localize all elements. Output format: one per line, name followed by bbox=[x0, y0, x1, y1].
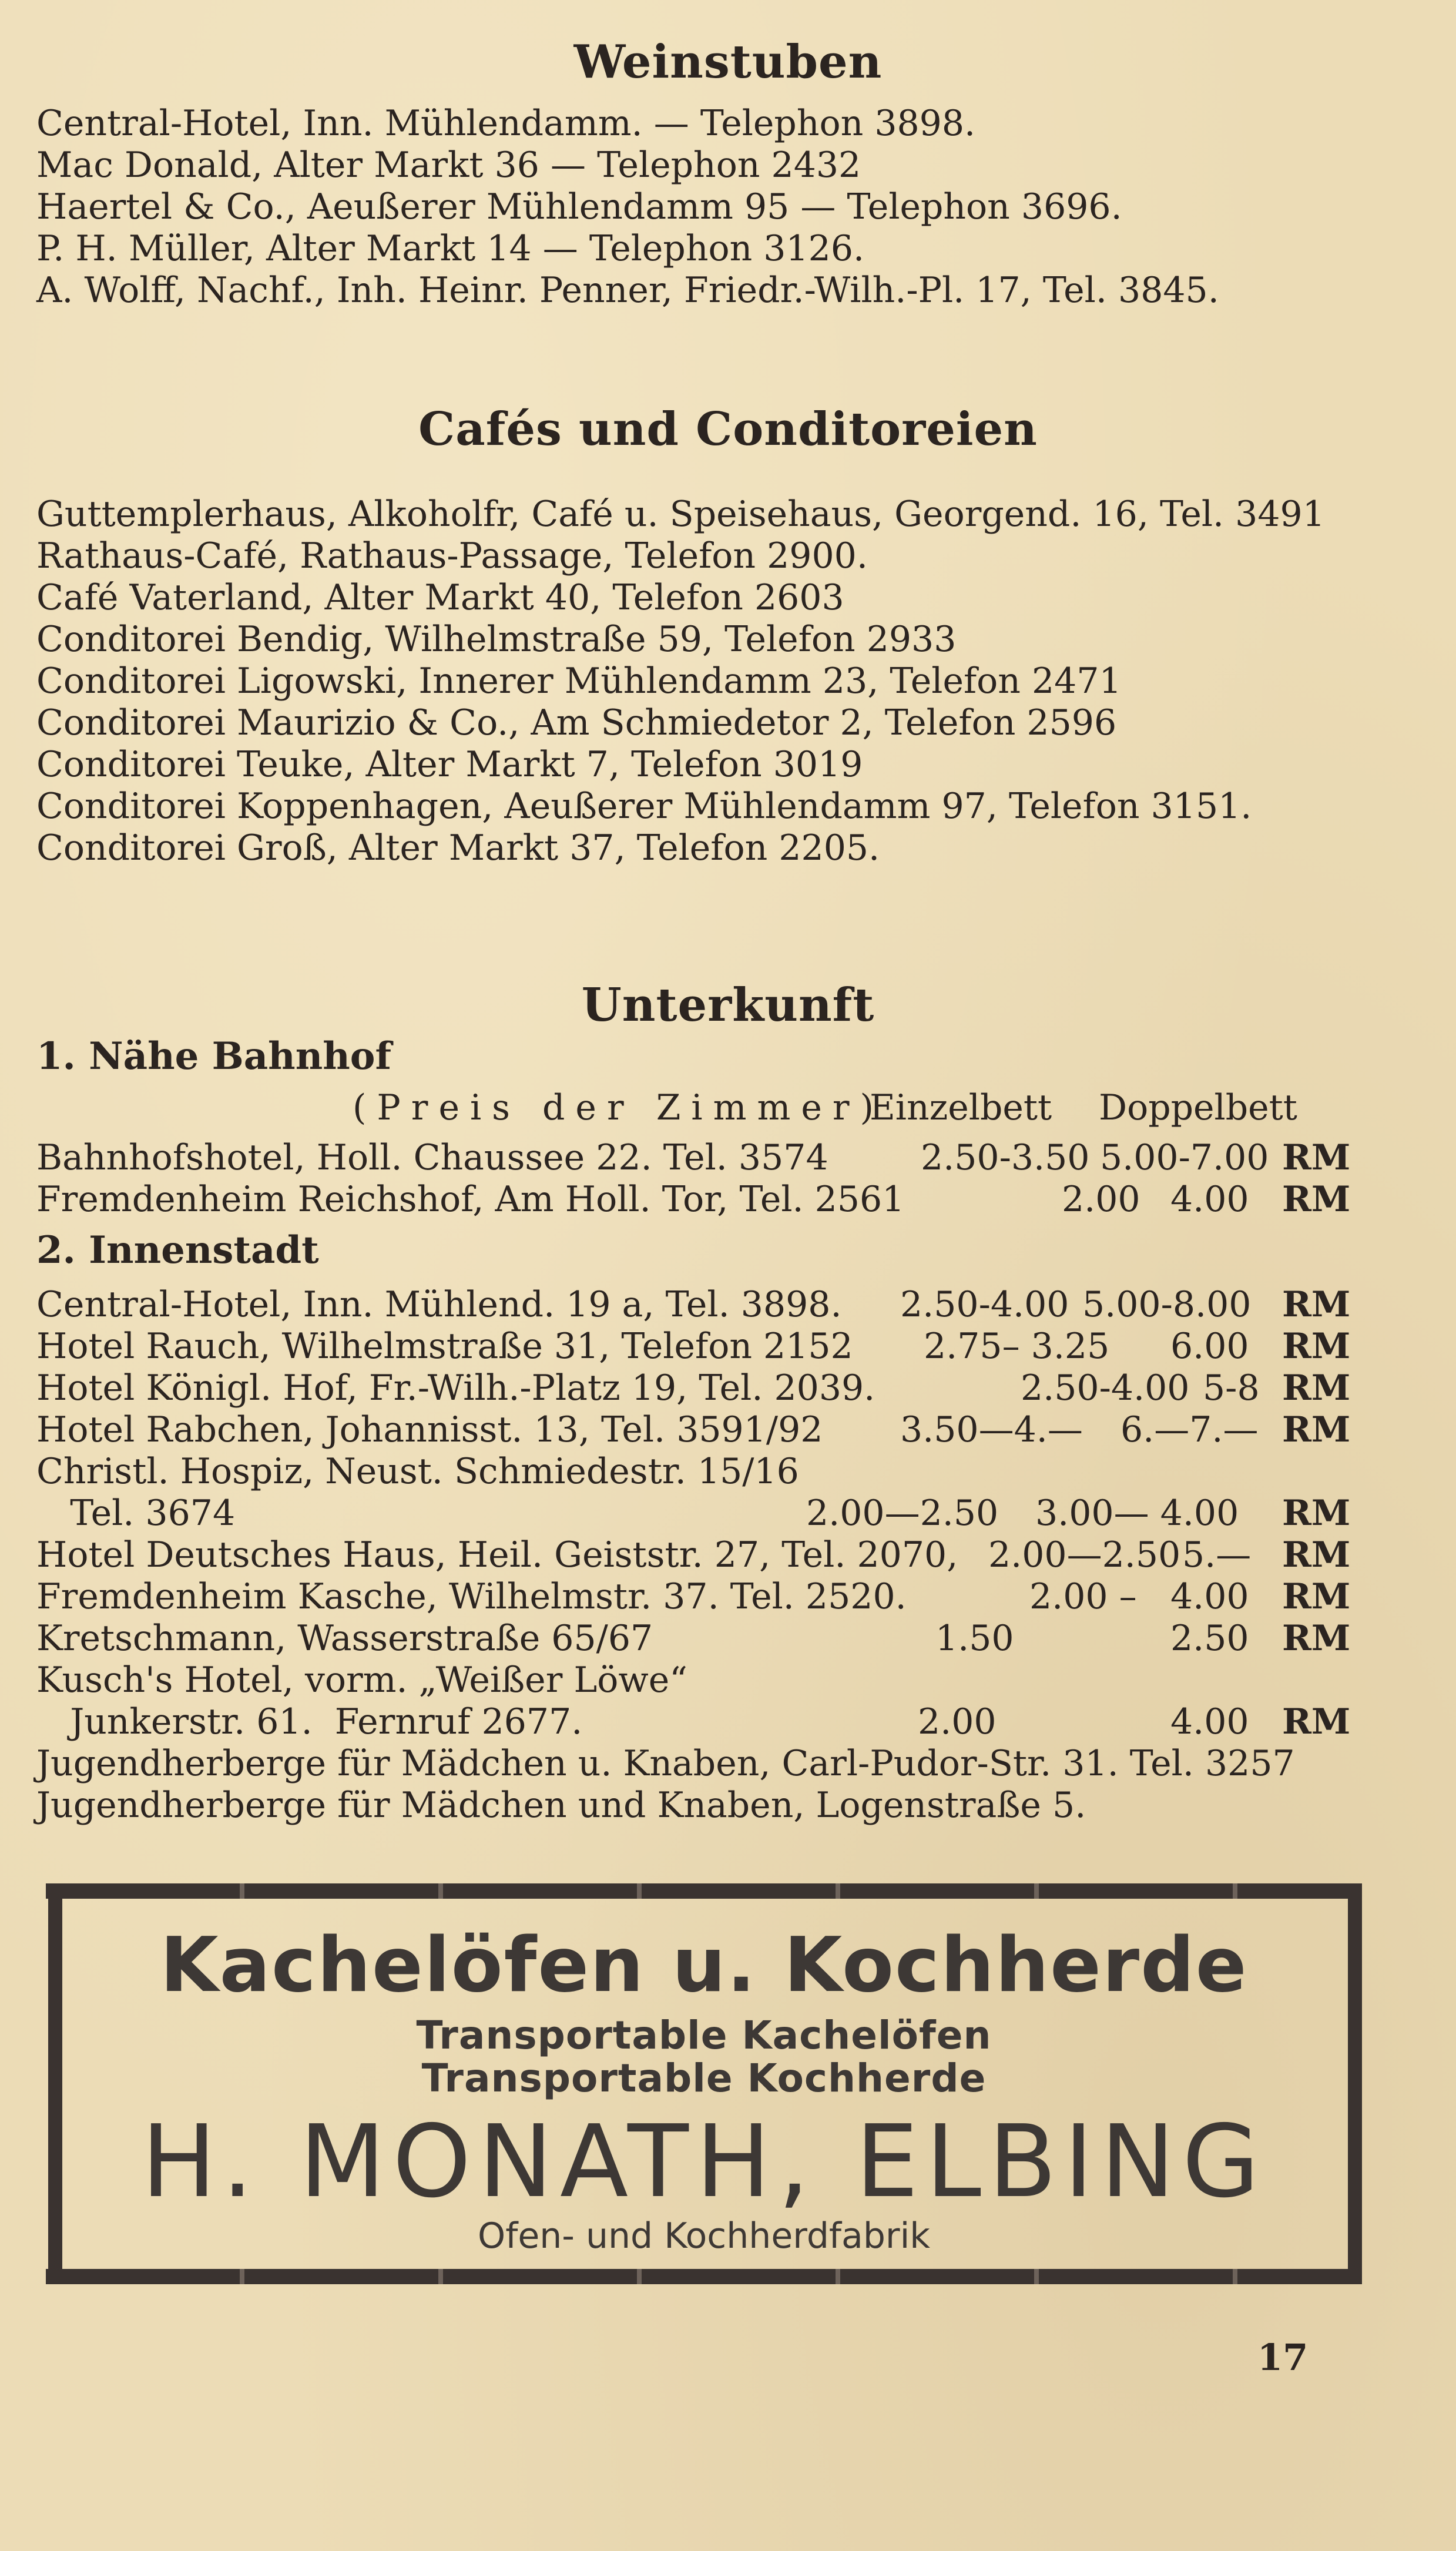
double-price: 2.50 bbox=[1170, 1618, 1249, 1659]
double-price: 6.00 bbox=[1170, 1326, 1249, 1367]
table-row bbox=[36, 1326, 1388, 1370]
double-price: 5.00-7.00 bbox=[1100, 1137, 1269, 1178]
double-price: 4.00 bbox=[1170, 1701, 1249, 1742]
lodging-name: Fremdenheim Reichshof, Am Holl. Tor, Tel. 2561 bbox=[36, 1179, 905, 1220]
currency: RM bbox=[1282, 1576, 1351, 1617]
unterkunft-heading: Unterkunft bbox=[581, 978, 875, 1032]
cafe-line: Guttemplerhaus, Alkoholfr, Café u. Speisehaus, Georgend. 16, Tel. 3491 bbox=[36, 494, 1325, 535]
col-single-header: Einzelbett bbox=[870, 1087, 1052, 1128]
weinstuben-line: A. Wolff, Nachf., Inh. Heinr. Penner, Friedr.-Wilh.-Pl. 17, Tel. 3845. bbox=[36, 270, 1219, 311]
double-price: 5-8 bbox=[1203, 1367, 1260, 1409]
cafe-line: Conditorei Maurizio & Co., Am Schmiedetor 2, Telefon 2596 bbox=[36, 702, 1117, 743]
ad-border-bottom bbox=[46, 2269, 1362, 2284]
col-double-header: Doppelbett bbox=[1099, 1087, 1297, 1128]
weinstuben-line: Haertel & Co., Aeußerer Mühlendamm 95 — Telephon 3696. bbox=[36, 186, 1122, 227]
cafe-line: Café Vaterland, Alter Markt 40, Telefon 2603 bbox=[36, 577, 844, 618]
table-row bbox=[36, 1137, 1388, 1181]
cafe-line: Rathaus-Café, Rathaus-Passage, Telefon 2900. bbox=[36, 535, 868, 576]
cafe-line: Conditorei Bendig, Wilhelmstraße 59, Telefon 2933 bbox=[36, 619, 957, 660]
ad-title: Kachelöfen u. Kochherde bbox=[160, 1922, 1248, 2009]
currency: RM bbox=[1282, 1326, 1351, 1367]
currency: RM bbox=[1282, 1367, 1351, 1409]
double-price: 6.—7.— bbox=[1120, 1409, 1259, 1450]
section-bahnhof: 1. Nähe Bahnhof bbox=[36, 1034, 391, 1078]
single-price: 3.50—4.— bbox=[900, 1409, 1083, 1450]
table-row bbox=[36, 1493, 1388, 1537]
cafes-heading: Cafés und Conditoreien bbox=[418, 403, 1038, 456]
lodging-name: Hotel Rauch, Wilhelmstraße 31, Telefon 2152 bbox=[36, 1326, 853, 1367]
weinstuben-line: P. H. Müller, Alter Markt 14 — Telephon 3126. bbox=[36, 228, 865, 269]
table-row bbox=[36, 1179, 1388, 1223]
table-row bbox=[36, 1367, 1388, 1412]
table-row bbox=[36, 1534, 1388, 1578]
lodging-name: Hotel Rabchen, Johannisst. 13, Tel. 3591/92 bbox=[36, 1409, 823, 1450]
currency: RM bbox=[1282, 1179, 1351, 1220]
weinstuben-line: Mac Donald, Alter Markt 36 — Telephon 2432 bbox=[36, 145, 861, 186]
table-row bbox=[36, 1409, 1388, 1453]
single-price: 2.50-4.00 bbox=[900, 1284, 1069, 1325]
ad-company-name: H. MONATH, ELBING bbox=[141, 2104, 1267, 2220]
single-price: 2.00—2.50 bbox=[806, 1493, 999, 1534]
single-price: 2.00—2.50 bbox=[988, 1534, 1181, 1575]
currency: RM bbox=[1282, 1409, 1351, 1450]
currency: RM bbox=[1282, 1618, 1351, 1659]
single-price: 2.75– 3.25 bbox=[924, 1326, 1110, 1367]
weinstuben-line: Central-Hotel, Inn. Mühlendamm. — Telephon 3898. bbox=[36, 103, 976, 144]
lodging-name: Hotel Deutsches Haus, Heil. Geiststr. 27, Tel. 2070, bbox=[36, 1534, 958, 1575]
lodging-name: Kusch's Hotel, vorm. „Weißer Löwe“ bbox=[36, 1660, 687, 1701]
weinstuben-heading: Weinstuben bbox=[573, 35, 883, 89]
table-row bbox=[36, 1576, 1388, 1620]
lodging-name: Tel. 3674 bbox=[36, 1493, 236, 1534]
youth-hostel-line: Jugendherberge für Mädchen u. Knaben, Carl-Pudor-Str. 31. Tel. 3257 bbox=[36, 1743, 1295, 1784]
single-price: 2.50-4.00 bbox=[1021, 1367, 1190, 1409]
ad-tagline: Ofen- und Kochherdfabrik bbox=[477, 2215, 930, 2257]
table-row bbox=[36, 1451, 1388, 1495]
lodging-name: Kretschmann, Wasserstraße 65/67 bbox=[36, 1618, 653, 1659]
currency: RM bbox=[1282, 1493, 1351, 1534]
double-price: 5.00-8.00 bbox=[1082, 1284, 1252, 1325]
ad-subtitle: Transportable Kachelöfen bbox=[416, 2013, 992, 2058]
currency: RM bbox=[1282, 1137, 1351, 1178]
lodging-name: Fremdenheim Kasche, Wilhelmstr. 37. Tel. 2520. bbox=[36, 1576, 907, 1617]
single-price: 2.00 bbox=[1062, 1179, 1140, 1220]
single-price: 2.00 – bbox=[1029, 1576, 1137, 1617]
lodging-name: Christl. Hospiz, Neust. Schmiedestr. 15/16 bbox=[36, 1451, 799, 1492]
table-row bbox=[36, 1618, 1388, 1662]
double-price: 5.— bbox=[1182, 1534, 1252, 1575]
currency: RM bbox=[1282, 1284, 1351, 1325]
currency: RM bbox=[1282, 1701, 1351, 1742]
single-price: 1.50 bbox=[935, 1618, 1014, 1659]
lodging-name: Hotel Königl. Hof, Fr.-Wilh.-Platz 19, Tel. 2039. bbox=[36, 1367, 875, 1409]
single-price: 2.00 bbox=[918, 1701, 997, 1742]
double-price: 4.00 bbox=[1170, 1576, 1249, 1617]
cafe-line: Conditorei Teuke, Alter Markt 7, Telefon 3019 bbox=[36, 744, 863, 785]
lodging-name: Bahnhofshotel, Holl. Chaussee 22. Tel. 3574 bbox=[36, 1137, 828, 1178]
ad-subtitle: Transportable Kochherde bbox=[421, 2056, 987, 2101]
table-row bbox=[36, 1284, 1388, 1328]
lodging-name: Junkerstr. 61. Fernruf 2677. bbox=[36, 1701, 583, 1742]
table-row bbox=[36, 1662, 1388, 1704]
ad-border-top bbox=[46, 1883, 1362, 1899]
cafe-line: Conditorei Koppenhagen, Aeußerer Mühlendamm 97, Telefon 3151. bbox=[36, 786, 1252, 827]
page-number: 17 bbox=[1257, 2336, 1309, 2379]
cafe-line: Conditorei Groß, Alter Markt 37, Telefon 2205. bbox=[36, 827, 880, 869]
currency: RM bbox=[1282, 1534, 1351, 1575]
section-innenstadt: 2. Innenstadt bbox=[36, 1228, 319, 1272]
double-price: 3.00— 4.00 bbox=[1035, 1493, 1239, 1534]
double-price: 4.00 bbox=[1170, 1179, 1249, 1220]
lodging-name: Central-Hotel, Inn. Mühlend. 19 a, Tel. 3898. bbox=[36, 1284, 842, 1325]
youth-hostel-line: Jugendherberge für Mädchen und Knaben, Logenstraße 5. bbox=[36, 1785, 1086, 1826]
col-price-header: (Preis der Zimmer) bbox=[353, 1087, 884, 1128]
cafe-line: Conditorei Ligowski, Innerer Mühlendamm 23, Telefon 2471 bbox=[36, 661, 1122, 702]
table-row bbox=[36, 1701, 1388, 1745]
single-price: 2.50-3.50 bbox=[921, 1137, 1090, 1178]
